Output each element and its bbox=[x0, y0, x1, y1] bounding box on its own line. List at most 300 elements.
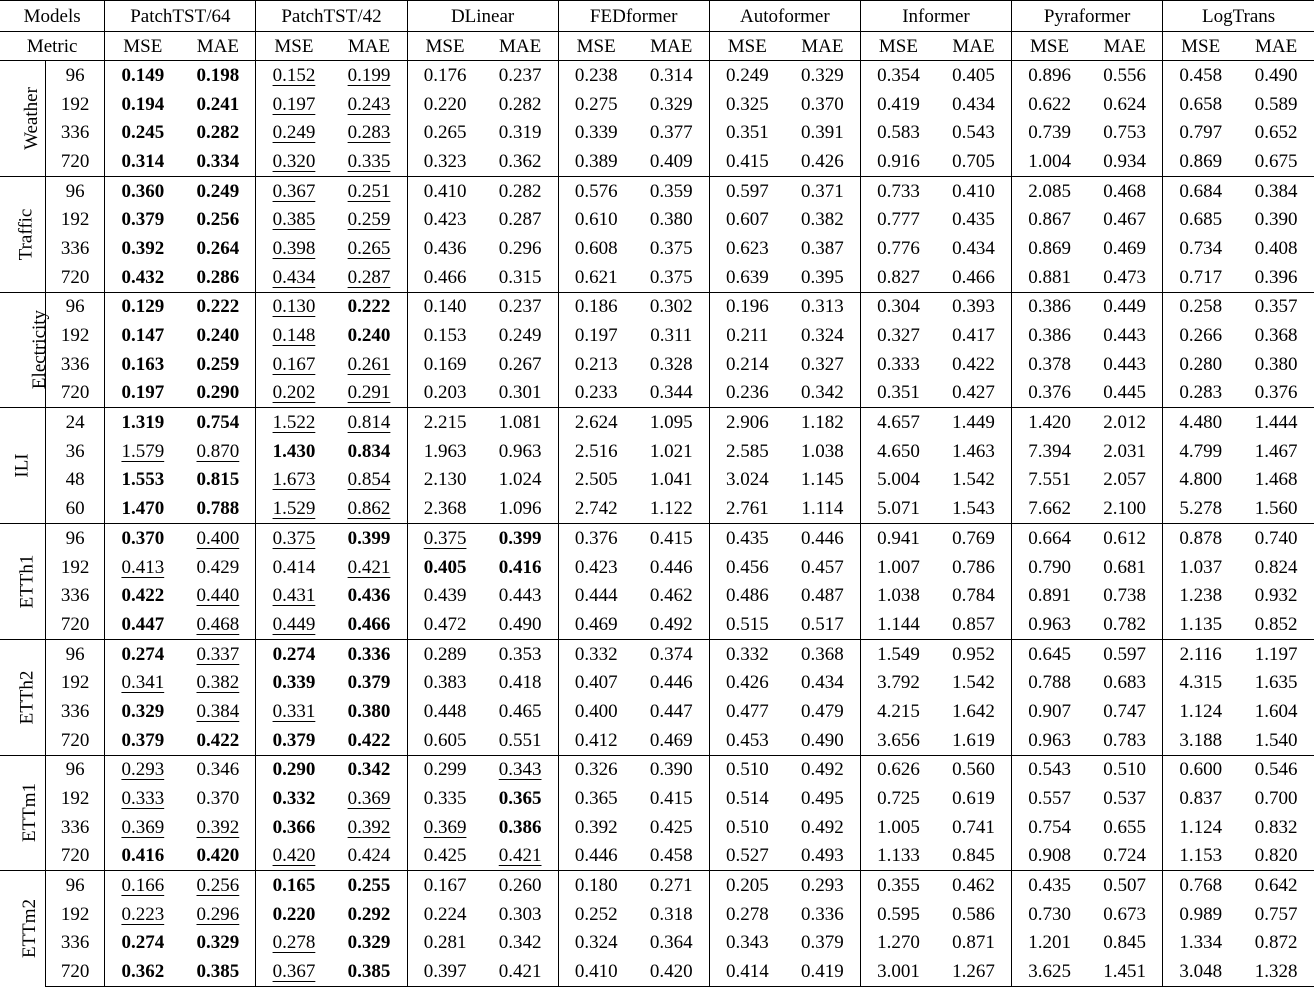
cell-value: 0.467 bbox=[1103, 209, 1147, 231]
cell-value: 1.145 bbox=[801, 469, 844, 491]
cell-value: 1.081 bbox=[498, 412, 542, 434]
mae-value bbox=[1087, 205, 1163, 234]
mae-value bbox=[331, 639, 407, 668]
cell-value: 0.557 bbox=[1028, 788, 1071, 810]
cell-value: 0.384 bbox=[1254, 180, 1298, 202]
cell-value: 0.342 bbox=[801, 382, 844, 404]
mse-value bbox=[1163, 639, 1239, 668]
cell-value: 0.249 bbox=[196, 180, 240, 202]
mse-value bbox=[860, 437, 936, 466]
mse-value bbox=[558, 524, 634, 553]
cell-value: 0.163 bbox=[121, 353, 165, 375]
mae-value bbox=[331, 581, 407, 610]
cell-value: 0.415 bbox=[725, 150, 769, 172]
cell-value: 0.963 bbox=[1028, 613, 1071, 635]
mse-value bbox=[256, 581, 332, 610]
dataset-label bbox=[0, 61, 45, 177]
cell-value: 0.382 bbox=[196, 672, 240, 694]
horizon-cell: 96 bbox=[45, 755, 104, 784]
mae-value bbox=[936, 147, 1012, 176]
cell-value: 0.407 bbox=[574, 672, 618, 694]
cell-value: 0.335 bbox=[347, 150, 391, 172]
mse-value bbox=[105, 813, 181, 842]
cell-value: 0.368 bbox=[801, 643, 844, 665]
mse-value bbox=[1163, 581, 1239, 610]
mae-value bbox=[785, 929, 861, 958]
mae-value bbox=[1087, 379, 1163, 408]
cell-value: 0.274 bbox=[121, 643, 165, 665]
mse-value bbox=[256, 553, 332, 582]
cell-value: 0.934 bbox=[1103, 150, 1147, 172]
cell-value: 0.510 bbox=[1103, 759, 1147, 781]
mae-value bbox=[1238, 176, 1314, 205]
mae-value bbox=[483, 90, 559, 119]
mse-value bbox=[1163, 813, 1239, 842]
cell-value: 0.462 bbox=[649, 585, 693, 607]
mse-value bbox=[407, 900, 483, 929]
cell-value: 0.405 bbox=[423, 556, 467, 578]
cell-value: 0.251 bbox=[347, 180, 391, 202]
mae-value bbox=[483, 263, 559, 292]
mae-value bbox=[180, 350, 256, 379]
mae-value bbox=[1238, 581, 1314, 610]
cell-value: 0.392 bbox=[574, 816, 618, 838]
mse-value bbox=[860, 147, 936, 176]
mse-value bbox=[407, 350, 483, 379]
cell-value: 0.417 bbox=[952, 325, 995, 347]
cell-value: 0.434 bbox=[801, 672, 844, 694]
cell-value: 0.258 bbox=[1179, 296, 1223, 318]
mse-value bbox=[558, 292, 634, 321]
cell-value: 0.237 bbox=[498, 296, 542, 318]
cell-value: 0.443 bbox=[498, 585, 542, 607]
cell-value: 0.339 bbox=[574, 122, 618, 144]
mse-value bbox=[105, 553, 181, 582]
horizon-cell: 192 bbox=[45, 205, 104, 234]
mae-value bbox=[1087, 90, 1163, 119]
mse-value bbox=[1012, 813, 1088, 842]
table-row bbox=[0, 263, 1314, 292]
horizon-cell: 336 bbox=[45, 118, 104, 147]
cell-value: 0.399 bbox=[347, 527, 391, 549]
cell-value: 0.197 bbox=[272, 93, 316, 115]
mse-value bbox=[860, 842, 936, 871]
mse-value bbox=[1012, 842, 1088, 871]
mae-value bbox=[785, 524, 861, 553]
cell-value: 0.167 bbox=[272, 353, 316, 375]
cell-value: 0.278 bbox=[272, 932, 316, 954]
mse-value bbox=[105, 292, 181, 321]
cell-value: 0.392 bbox=[196, 816, 240, 838]
cell-value: 0.369 bbox=[423, 816, 467, 838]
cell-value: 0.739 bbox=[1028, 122, 1071, 144]
horizon-cell: 336 bbox=[45, 813, 104, 842]
mae-value bbox=[1087, 581, 1163, 610]
cell-value: 0.329 bbox=[649, 93, 693, 115]
mae-value bbox=[785, 292, 861, 321]
cell-value: 0.409 bbox=[649, 150, 693, 172]
cell-value: 0.400 bbox=[196, 527, 240, 549]
cell-value: 0.223 bbox=[121, 903, 165, 925]
mae-value bbox=[1087, 755, 1163, 784]
mae-value bbox=[936, 61, 1012, 90]
mse-value bbox=[709, 900, 785, 929]
cell-value: 1.038 bbox=[801, 440, 844, 462]
mae-value bbox=[936, 494, 1012, 523]
mse-value bbox=[256, 957, 332, 986]
mae-value bbox=[1238, 234, 1314, 263]
mse-value bbox=[1163, 842, 1239, 871]
cell-value: 0.466 bbox=[423, 266, 467, 288]
mse-value bbox=[1163, 379, 1239, 408]
cell-value: 0.354 bbox=[877, 64, 920, 86]
cell-value: 0.610 bbox=[574, 209, 618, 231]
cell-value: 0.302 bbox=[649, 296, 693, 318]
mse-value bbox=[1012, 321, 1088, 350]
mse-value bbox=[860, 784, 936, 813]
mae-value bbox=[936, 726, 1012, 755]
cell-value: 0.339 bbox=[272, 672, 316, 694]
mse-value bbox=[860, 900, 936, 929]
cell-value: 0.261 bbox=[347, 353, 391, 375]
mae-value bbox=[1238, 205, 1314, 234]
cell-value: 1.021 bbox=[649, 440, 693, 462]
cell-value: 0.768 bbox=[1179, 875, 1223, 897]
mse-value bbox=[407, 639, 483, 668]
mae-value bbox=[936, 466, 1012, 495]
table-row bbox=[0, 842, 1314, 871]
cell-value: 0.169 bbox=[423, 353, 467, 375]
cell-value: 0.410 bbox=[952, 180, 995, 202]
mae-value bbox=[483, 61, 559, 90]
cell-value: 0.211 bbox=[726, 325, 769, 347]
metric-mae: MAE bbox=[1238, 32, 1314, 61]
mae-value bbox=[1238, 610, 1314, 639]
cell-value: 0.380 bbox=[1254, 353, 1298, 375]
cell-value: 0.375 bbox=[423, 527, 467, 549]
cell-value: 0.292 bbox=[347, 903, 391, 925]
cell-value: 1.963 bbox=[423, 440, 467, 462]
mse-value bbox=[1012, 524, 1088, 553]
cell-value: 0.440 bbox=[196, 585, 240, 607]
cell-value: 0.391 bbox=[801, 122, 844, 144]
cell-value: 0.514 bbox=[725, 788, 769, 810]
cell-value: 0.870 bbox=[196, 440, 240, 462]
dataset-name: Electricity bbox=[29, 310, 51, 390]
mse-value bbox=[709, 755, 785, 784]
mae-value bbox=[1087, 957, 1163, 986]
cell-value: 0.387 bbox=[801, 237, 844, 259]
cell-value: 0.362 bbox=[498, 150, 542, 172]
mse-value bbox=[1163, 784, 1239, 813]
table-row bbox=[0, 900, 1314, 929]
mse-value bbox=[558, 957, 634, 986]
mae-value bbox=[180, 610, 256, 639]
mse-value bbox=[860, 263, 936, 292]
model-header: FEDformer bbox=[558, 1, 709, 32]
cell-value: 0.287 bbox=[498, 209, 542, 231]
cell-value: 0.167 bbox=[423, 875, 467, 897]
cell-value: 0.466 bbox=[952, 266, 995, 288]
mae-value bbox=[180, 553, 256, 582]
mse-value bbox=[256, 524, 332, 553]
horizon-cell: 192 bbox=[45, 90, 104, 119]
mse-value bbox=[709, 639, 785, 668]
mse-value bbox=[860, 466, 936, 495]
table-row bbox=[0, 350, 1314, 379]
mse-value bbox=[558, 176, 634, 205]
cell-value: 0.293 bbox=[121, 759, 165, 781]
cell-value: 0.376 bbox=[1028, 382, 1071, 404]
cell-value: 1.182 bbox=[801, 412, 844, 434]
mse-value bbox=[1012, 408, 1088, 437]
mae-value bbox=[634, 437, 710, 466]
cell-value: 0.413 bbox=[121, 556, 165, 578]
mae-value bbox=[483, 437, 559, 466]
cell-value: 1.238 bbox=[1179, 585, 1223, 607]
table-row bbox=[0, 321, 1314, 350]
dataset-name: Traffic bbox=[15, 208, 37, 260]
cell-value: 0.447 bbox=[649, 700, 693, 722]
cell-value: 0.240 bbox=[196, 325, 240, 347]
cell-value: 0.334 bbox=[196, 150, 240, 172]
mse-value bbox=[709, 957, 785, 986]
cell-value: 0.197 bbox=[121, 382, 165, 404]
mse-value bbox=[709, 176, 785, 205]
cell-value: 0.148 bbox=[272, 325, 316, 347]
cell-value: 0.214 bbox=[725, 353, 769, 375]
cell-value: 0.724 bbox=[1103, 845, 1147, 867]
mse-value bbox=[256, 147, 332, 176]
mae-value bbox=[634, 90, 710, 119]
cell-value: 0.458 bbox=[649, 845, 693, 867]
horizon-cell: 96 bbox=[45, 176, 104, 205]
cell-value: 0.477 bbox=[725, 700, 769, 722]
cell-value: 0.264 bbox=[196, 237, 240, 259]
cell-value: 0.326 bbox=[574, 759, 618, 781]
cell-value: 0.432 bbox=[121, 266, 165, 288]
metric-mse: MSE bbox=[105, 32, 181, 61]
cell-value: 0.457 bbox=[801, 556, 844, 578]
cell-value: 0.362 bbox=[121, 961, 165, 983]
mse-value bbox=[860, 350, 936, 379]
cell-value: 0.180 bbox=[574, 875, 618, 897]
cell-value: 1.467 bbox=[1254, 440, 1298, 462]
cell-value: 0.495 bbox=[801, 788, 844, 810]
cell-value: 0.328 bbox=[649, 353, 693, 375]
mse-value bbox=[1012, 234, 1088, 263]
cell-value: 0.337 bbox=[196, 643, 240, 665]
cell-value: 0.286 bbox=[196, 266, 240, 288]
cell-value: 0.683 bbox=[1103, 672, 1147, 694]
mse-value bbox=[407, 234, 483, 263]
mae-value bbox=[483, 929, 559, 958]
mse-value bbox=[1163, 321, 1239, 350]
cell-value: 2.012 bbox=[1103, 412, 1147, 434]
cell-value: 0.916 bbox=[877, 150, 920, 172]
cell-value: 0.422 bbox=[121, 585, 165, 607]
mae-value bbox=[1087, 813, 1163, 842]
cell-value: 1.328 bbox=[1254, 961, 1298, 983]
table-row bbox=[0, 292, 1314, 321]
cell-value: 0.655 bbox=[1103, 816, 1147, 838]
cell-value: 0.435 bbox=[952, 209, 995, 231]
cell-value: 1.334 bbox=[1179, 932, 1223, 954]
cell-value: 0.891 bbox=[1028, 585, 1071, 607]
mae-value bbox=[1087, 408, 1163, 437]
cell-value: 0.259 bbox=[347, 209, 391, 231]
mae-value bbox=[634, 263, 710, 292]
cell-value: 0.560 bbox=[952, 759, 995, 781]
table-row bbox=[0, 697, 1314, 726]
mse-value bbox=[558, 668, 634, 697]
cell-value: 0.449 bbox=[1103, 296, 1147, 318]
cell-value: 0.639 bbox=[725, 266, 769, 288]
mae-value bbox=[1087, 524, 1163, 553]
cell-value: 0.336 bbox=[801, 903, 844, 925]
mse-value bbox=[1163, 437, 1239, 466]
mae-value bbox=[483, 784, 559, 813]
table-row bbox=[0, 379, 1314, 408]
mae-value bbox=[483, 957, 559, 986]
cell-value: 0.371 bbox=[801, 180, 844, 202]
cell-value: 0.908 bbox=[1028, 845, 1071, 867]
cell-value: 1.444 bbox=[1254, 412, 1298, 434]
mae-value bbox=[1087, 437, 1163, 466]
mae-value bbox=[785, 118, 861, 147]
cell-value: 0.342 bbox=[347, 759, 391, 781]
cell-value: 0.685 bbox=[1179, 209, 1223, 231]
mae-value bbox=[331, 408, 407, 437]
cell-value: 1.468 bbox=[1254, 469, 1298, 491]
cell-value: 0.405 bbox=[952, 64, 995, 86]
cell-value: 0.383 bbox=[423, 672, 467, 694]
cell-value: 2.100 bbox=[1103, 498, 1147, 520]
cell-value: 0.854 bbox=[347, 469, 391, 491]
mse-value bbox=[1012, 437, 1088, 466]
horizon-cell: 336 bbox=[45, 697, 104, 726]
cell-value: 0.197 bbox=[574, 325, 618, 347]
cell-value: 0.379 bbox=[121, 209, 165, 231]
metric-mse: MSE bbox=[407, 32, 483, 61]
mae-value bbox=[483, 466, 559, 495]
cell-value: 0.299 bbox=[423, 759, 467, 781]
cell-value: 0.153 bbox=[423, 325, 467, 347]
table-row bbox=[0, 581, 1314, 610]
mse-value bbox=[1012, 639, 1088, 668]
mse-value bbox=[709, 466, 785, 495]
table-row bbox=[0, 726, 1314, 755]
mse-value bbox=[1163, 929, 1239, 958]
cell-value: 0.304 bbox=[877, 296, 920, 318]
mae-value bbox=[331, 842, 407, 871]
table-row bbox=[0, 408, 1314, 437]
mse-value bbox=[1163, 90, 1239, 119]
cell-value: 0.370 bbox=[801, 93, 844, 115]
mse-value bbox=[407, 813, 483, 842]
horizon-cell: 336 bbox=[45, 350, 104, 379]
mse-value bbox=[860, 90, 936, 119]
mae-value bbox=[785, 842, 861, 871]
mse-value bbox=[1163, 205, 1239, 234]
cell-value: 1.540 bbox=[1254, 729, 1298, 751]
cell-value: 0.414 bbox=[725, 961, 769, 983]
mse-value bbox=[407, 379, 483, 408]
cell-value: 0.327 bbox=[877, 325, 920, 347]
cell-value: 0.333 bbox=[121, 788, 165, 810]
cell-value: 0.446 bbox=[649, 672, 693, 694]
mae-value bbox=[785, 581, 861, 610]
mse-value bbox=[558, 639, 634, 668]
cell-value: 0.290 bbox=[196, 382, 240, 404]
mse-value bbox=[860, 379, 936, 408]
cell-value: 0.333 bbox=[877, 353, 920, 375]
cell-value: 1.135 bbox=[1179, 613, 1223, 635]
cell-value: 0.249 bbox=[272, 122, 316, 144]
cell-value: 0.605 bbox=[423, 729, 467, 751]
mse-value bbox=[860, 176, 936, 205]
cell-value: 0.589 bbox=[1254, 93, 1298, 115]
mse-value bbox=[407, 147, 483, 176]
mse-value bbox=[256, 784, 332, 813]
cell-value: 0.291 bbox=[347, 382, 391, 404]
cell-value: 0.419 bbox=[801, 961, 844, 983]
mse-value bbox=[1163, 350, 1239, 379]
cell-value: 0.385 bbox=[347, 961, 391, 983]
mse-value bbox=[1163, 408, 1239, 437]
cell-value: 0.444 bbox=[574, 585, 618, 607]
cell-value: 5.071 bbox=[877, 498, 920, 520]
cell-value: 1.549 bbox=[877, 643, 920, 665]
cell-value: 0.420 bbox=[649, 961, 693, 983]
mae-value bbox=[1087, 842, 1163, 871]
cell-value: 0.510 bbox=[725, 816, 769, 838]
cell-value: 3.625 bbox=[1028, 961, 1071, 983]
mse-value bbox=[860, 813, 936, 842]
mae-value bbox=[483, 205, 559, 234]
mse-value bbox=[256, 900, 332, 929]
mse-value bbox=[1163, 147, 1239, 176]
cell-value: 1.041 bbox=[649, 469, 693, 491]
mae-value bbox=[634, 668, 710, 697]
cell-value: 0.717 bbox=[1179, 266, 1223, 288]
cell-value: 0.129 bbox=[121, 296, 165, 318]
cell-value: 0.289 bbox=[423, 643, 467, 665]
cell-value: 1.024 bbox=[498, 469, 542, 491]
cell-value: 0.410 bbox=[574, 961, 618, 983]
mse-value bbox=[860, 292, 936, 321]
mae-value bbox=[785, 176, 861, 205]
cell-value: 0.952 bbox=[952, 643, 995, 665]
mae-value bbox=[634, 350, 710, 379]
cell-value: 0.149 bbox=[121, 64, 165, 86]
mse-value bbox=[256, 842, 332, 871]
mae-value bbox=[936, 524, 1012, 553]
cell-value: 0.852 bbox=[1254, 613, 1298, 635]
cell-value: 1.122 bbox=[649, 498, 693, 520]
metric-mae: MAE bbox=[1087, 32, 1163, 61]
cell-value: 0.784 bbox=[952, 585, 995, 607]
mse-value bbox=[407, 176, 483, 205]
cell-value: 0.281 bbox=[423, 932, 467, 954]
cell-value: 0.256 bbox=[196, 209, 240, 231]
mse-value bbox=[407, 842, 483, 871]
cell-value: 0.675 bbox=[1254, 150, 1298, 172]
mse-value bbox=[558, 321, 634, 350]
mse-value bbox=[709, 494, 785, 523]
mse-value bbox=[256, 726, 332, 755]
cell-value: 0.343 bbox=[498, 759, 542, 781]
